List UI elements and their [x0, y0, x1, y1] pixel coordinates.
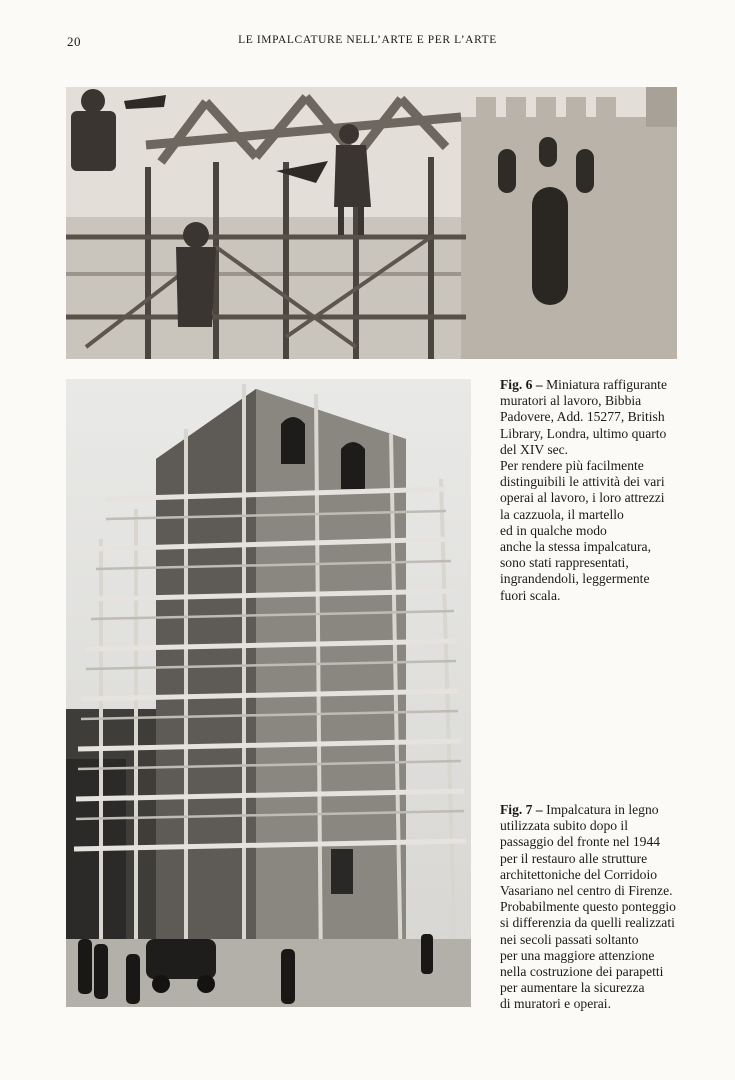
caption-line: Vasariano nel centro di Firenze.: [500, 883, 673, 899]
caption-line: ingrandendoli, leggermente: [500, 571, 650, 587]
caption-line: nella costruzione dei parapetti: [500, 964, 664, 980]
figure-dash: –: [532, 377, 547, 392]
figure-6-caption: [500, 377, 720, 604]
caption-text: Miniatura raffigurante: [546, 377, 667, 392]
caption-text: Impalcatura in legno: [546, 802, 659, 817]
caption-line: nei secoli passati soltanto: [500, 931, 639, 947]
figure-6-miniature: [66, 87, 677, 359]
caption-line: ed in qualche modo: [500, 522, 607, 538]
page-number: 20: [67, 34, 81, 49]
caption-line: Probabilmente questo ponteggio: [500, 899, 676, 915]
caption-line: distinguibili le attività dei vari: [500, 474, 665, 490]
caption-line: sono stati rappresentati,: [500, 555, 629, 571]
caption-line: operai al lavoro, i loro attrezzi: [500, 490, 665, 506]
figure-label: Fig. 6: [500, 377, 533, 392]
caption-line: architettoniche del Corridoio: [500, 866, 658, 882]
caption-line: [500, 377, 720, 393]
caption-line: si differenzia da quelli realizzati: [500, 915, 675, 931]
scaffolding-photograph: [66, 379, 471, 1007]
caption-line: [500, 802, 720, 818]
caption-line: per una maggiore attenzione: [500, 947, 655, 963]
running-title: LE IMPALCATURE NELL’ARTE E PER L’ARTE: [238, 34, 497, 46]
page-header: [0, 34, 735, 54]
caption-line: utilizzata subito dopo il: [500, 818, 628, 834]
caption-line: del XIV sec.: [500, 441, 569, 457]
figure-7-caption: [500, 802, 720, 1013]
caption-line: Padovere, Add. 15277, British: [500, 409, 665, 425]
figure-label: Fig. 7: [500, 802, 533, 817]
figure-7-photograph: [66, 379, 471, 1007]
caption-line: anche la stessa impalcatura,: [500, 539, 651, 555]
caption-line: di muratori e operai.: [500, 996, 611, 1012]
caption-line: muratori al lavoro, Bibbia: [500, 393, 642, 409]
caption-line: fuori scala.: [500, 587, 561, 603]
caption-line: passaggio del fronte nel 1944: [500, 834, 661, 850]
caption-line: per il restauro alle strutture: [500, 850, 648, 866]
caption-line: la cazzuola, il martello: [500, 506, 624, 522]
caption-line: Per rendere più facilmente: [500, 458, 644, 474]
miniature-illustration: [66, 87, 677, 359]
caption-line: per aumentare la sicurezza: [500, 980, 645, 996]
caption-line: Library, Londra, ultimo quarto: [500, 425, 667, 441]
figure-dash: –: [532, 802, 547, 817]
